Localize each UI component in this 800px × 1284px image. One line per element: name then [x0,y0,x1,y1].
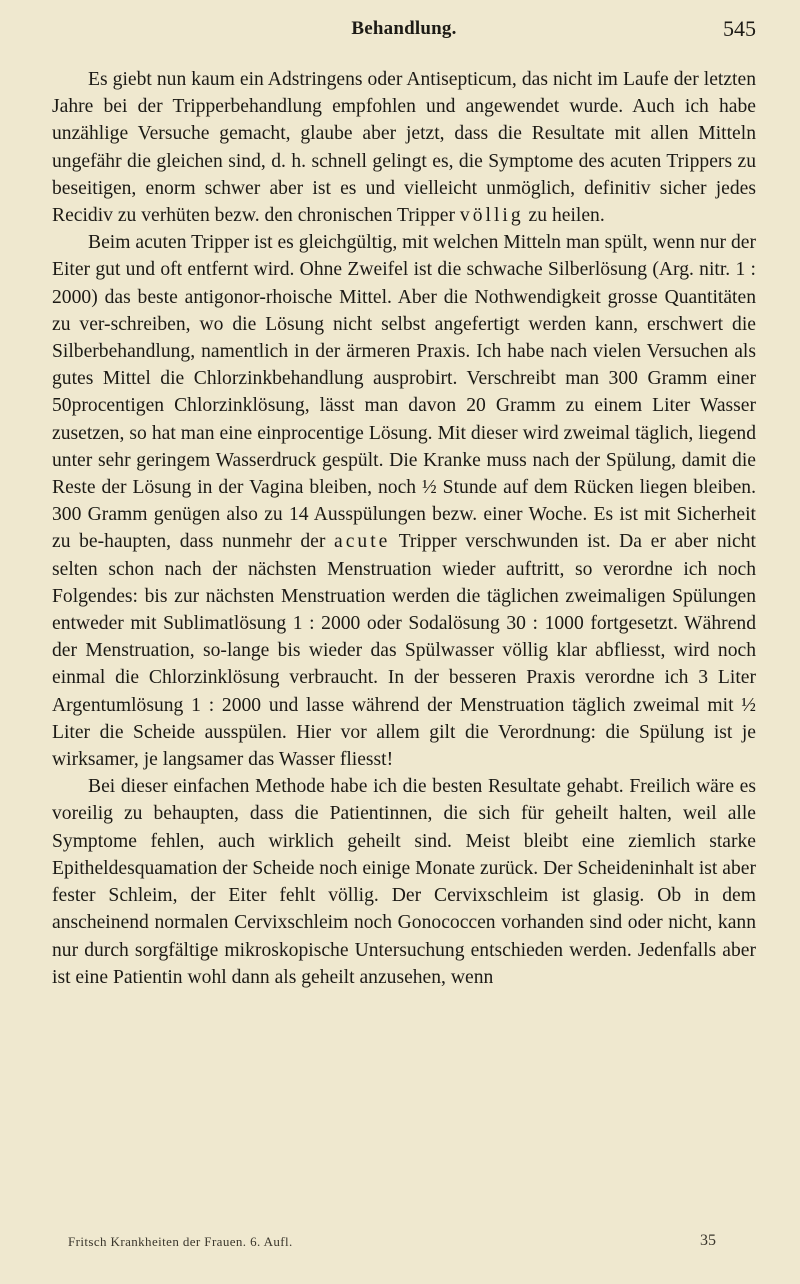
page-footer [68,1232,752,1256]
paragraph [52,229,756,773]
footer-source: Fritsch Krankheiten der Frauen. 6. Aufl. [68,1234,293,1249]
paragraph [52,66,756,229]
text-run: Tripper verschwunden ist. Da er aber nicht selten schon nach der nächsten Menstruation wieder auftritt, so verordne ich noch Folgendes: bis zur nächsten Menstruation werden die täglichen zweimaligen Spülungen entweder mit Sublimatlösung 1 : 2000 oder Sodalösung 30 : 1000 fortgesetzt. Während der Menstruation, so-lange bis wieder das Spülwasser völlig klar abfliesst, wird noch einmal die Chlorzinklösung verbraucht. In der besseren Praxis verordne ich 3 Liter Argentumlösung 1 : 2000 und lasse während der Menstruation täglich zweimal mit ½ Liter die Scheide ausspülen. Hier vor allem gilt die Verordnung: die Spülung ist je wirksamer, je langsamer das Wasser fliesst! [52,531,756,771]
page-number: 545 [723,16,756,41]
emphasized-text: acute [334,531,391,553]
page-header [52,14,756,54]
text-run: Es giebt nun kaum ein Adstringens oder Antisepticum, das nicht im Laufe der letzten Jahre bei der Tripperbehandlung empfohlen und angewendet wurde. Auch ich habe unzählige Versuche gemacht, glaube aber jetzt, dass die Resultate mit allen Mitteln ungefähr die gleichen sind, d. h. schnell gelingt es, die Symptome des acuten Trippers zu beseitigen, enorm schwer aber ist es und vielleicht unmöglich, definitiv sicher jedes Recidiv zu verhüten bezw. den chronischen Tripper [52,69,756,227]
text-run: Beim acuten Tripper ist es gleichgültig, mit welchen Mitteln man spült, wenn nur der Eiter gut und oft entfernt wird. Ohne Zweifel ist die schwache Silberlösung (Arg. nitr. 1 : 2000) das beste antigonor-rhoische Mittel. Aber die Nothwendigkeit grosse Quantitäten zu ver-schreiben, wo die Lösung nicht selbst angefertigt werden kann, erschwert die Silberbehandlung, namentlich in der ärmeren Praxis. Ich habe nach vielen Versuchen als gutes Mittel die Chlorzinkbehandlung ausprobirt. Verschreibt man 300 Gramm einer 50procentigen Chlorzinklösung, lässt man davon 20 Gramm zu einem Liter Wasser zusetzen, so hat man eine einprocentige Lösung. Mit dieser wird zweimal täglich, liegend unter sehr geringem Wasserdruck gespült. Die Kranke muss nach der Spülung, damit die Reste der Lösung in der Vagina bleiben, noch ½ Stunde auf dem Rücken liegen bleiben. 300 Gramm genügen also zu 14 Ausspülungen bezw. einer Woche. Es ist mit Sicherheit zu be-haupten, dass nunmehr der [52,232,756,553]
text-run: Bei dieser einfachen Methode habe ich die besten Resultate gehabt. Freilich wäre es voreilig zu behaupten, dass die Patientinnen, die sich für geheilt halten, weil alle Symptome fehlen, auch wirklich geheilt sind. Meist bleibt eine ziemlich starke Epitheldesquamation der Scheide noch einige Monate zurück. Der Scheideninhalt ist aber fester Schleim, der Eiter fehlt völlig. Der Cervixschleim ist glasig. Ob in dem anscheinend normalen Cervixschleim noch Gonococcen vorhanden sind oder nicht, kann nur durch sorgfältige mikroskopische Untersuchung entschieden werden. Jedenfalls aber ist eine Patientin wohl dann als geheilt anzusehen, wenn [52,776,756,988]
running-head: Behandlung. [351,18,457,39]
body-text [52,66,756,991]
text-run: zu heilen. [523,205,605,227]
emphasized-text: völlig [459,205,524,227]
signature-mark: 35 [700,1232,716,1249]
paragraph [52,773,756,991]
